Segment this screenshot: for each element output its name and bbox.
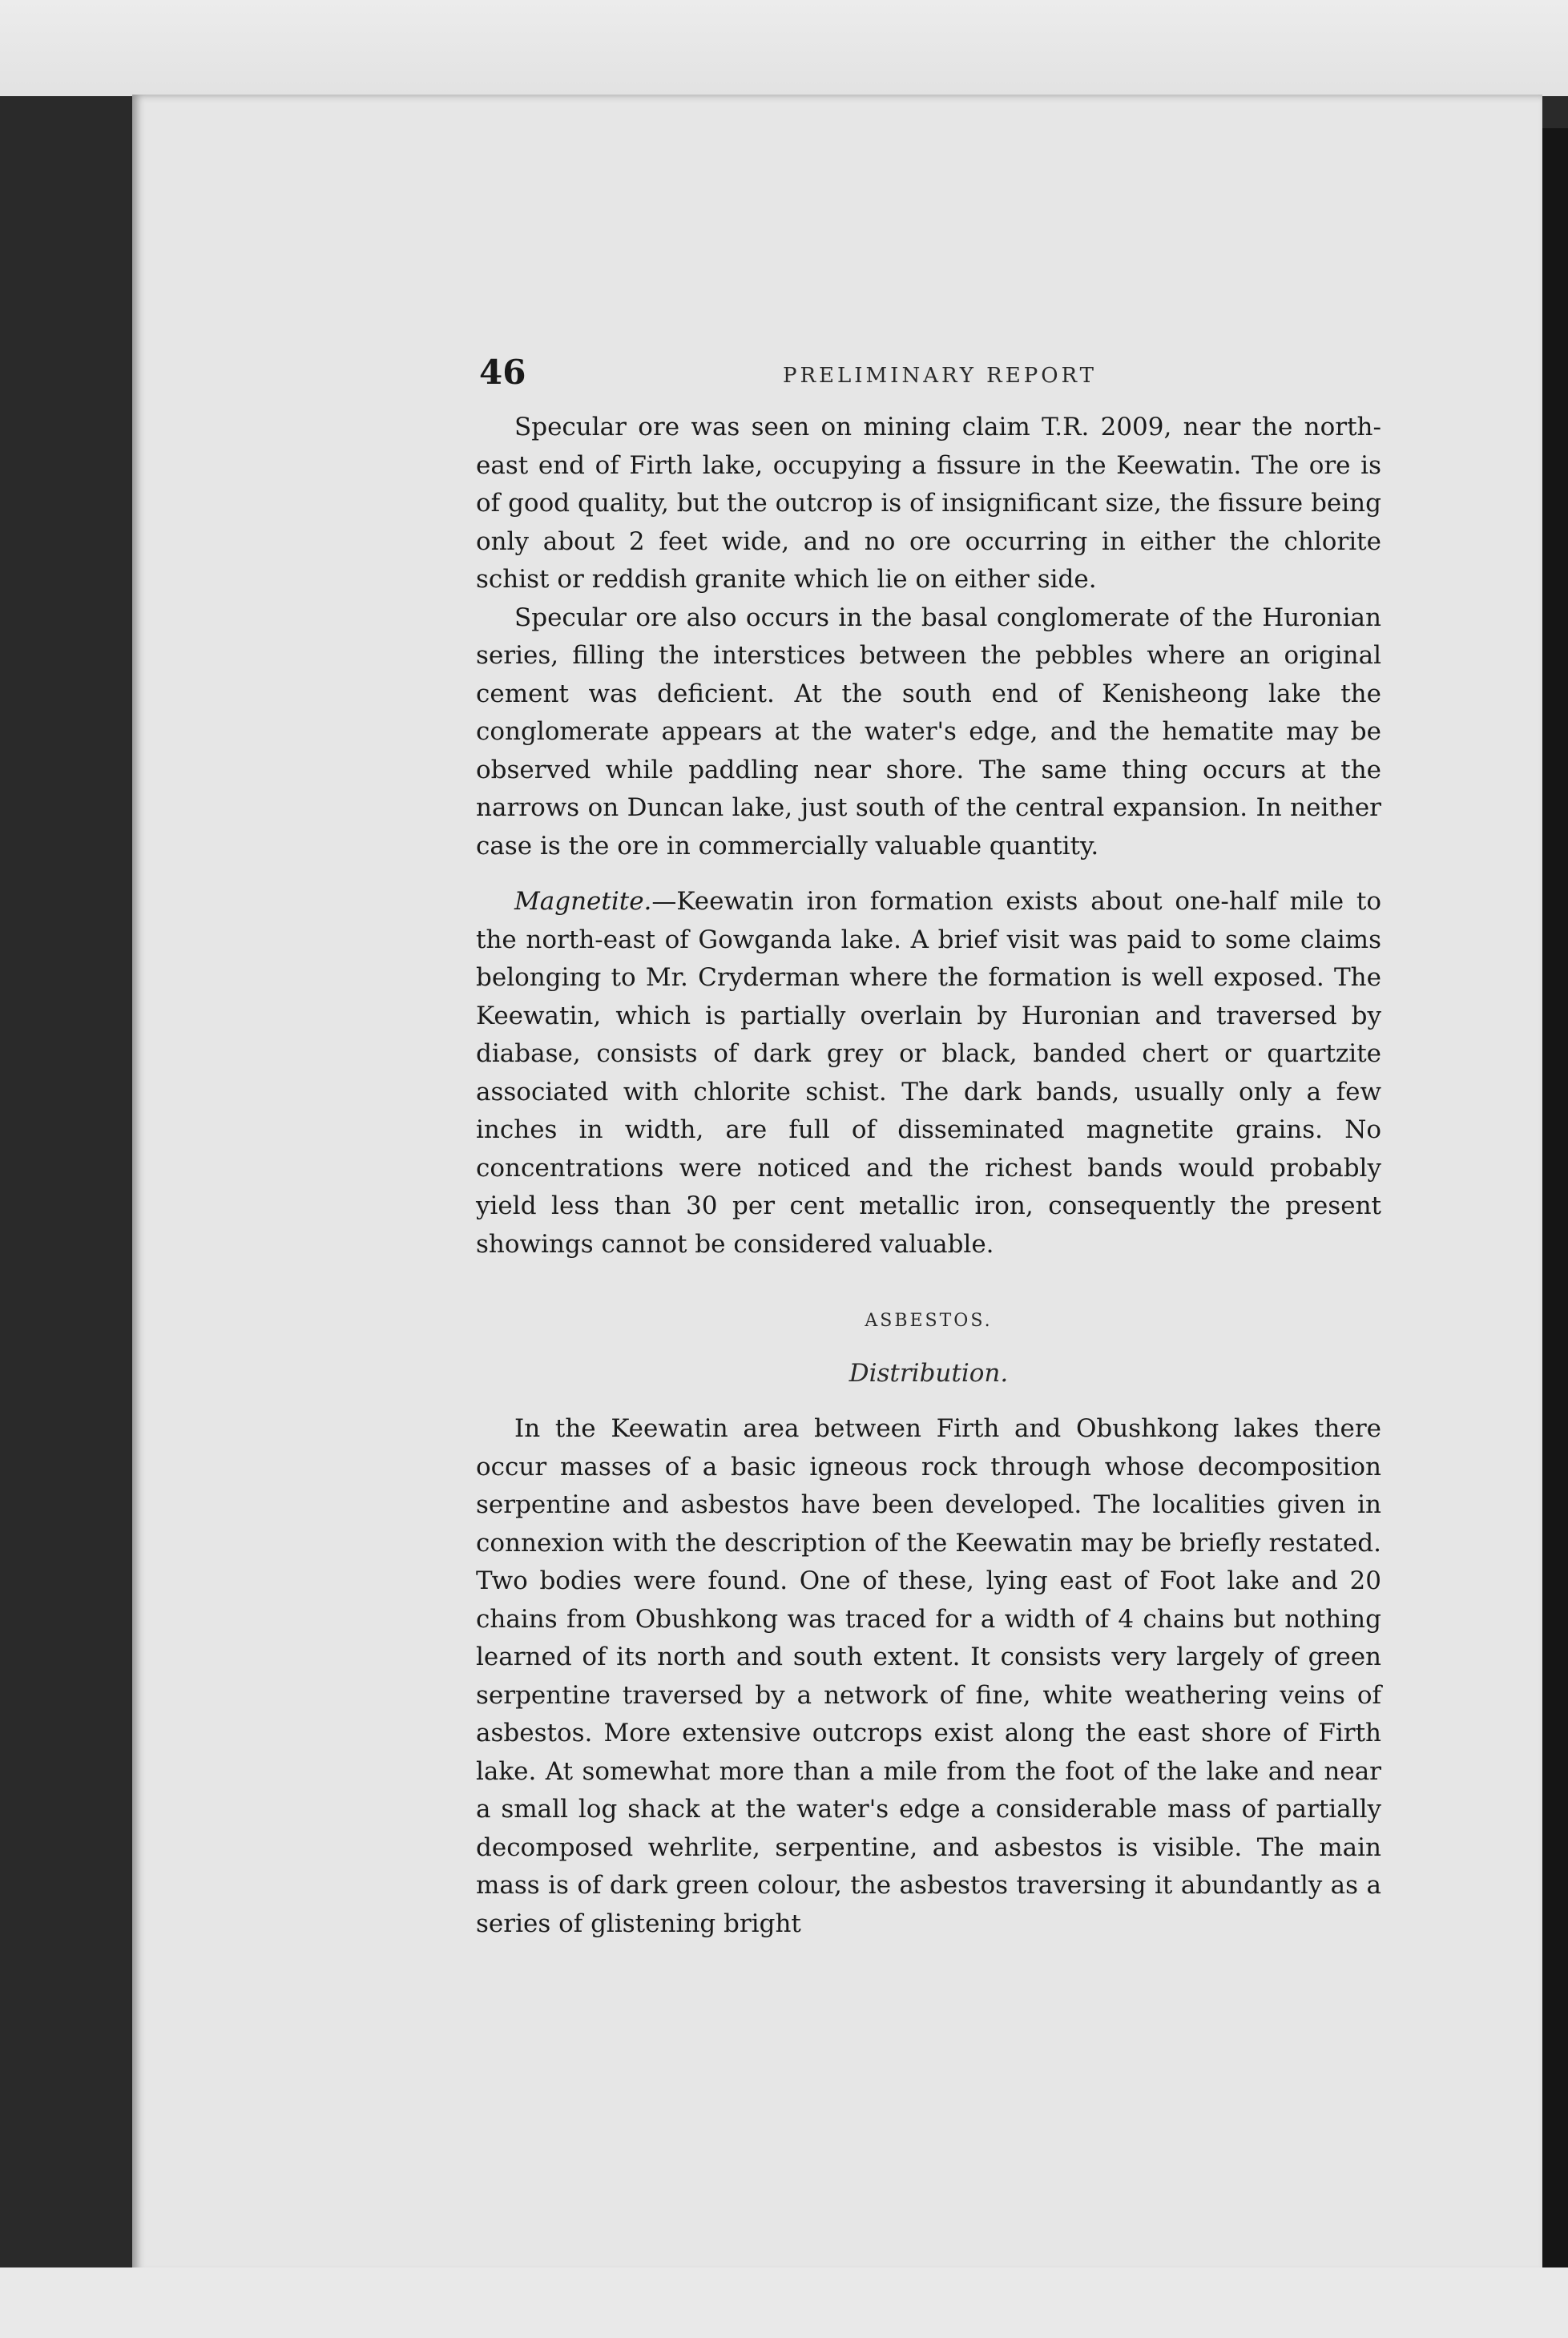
page-edge-shadow [1542,128,1568,2276]
running-head: PRELIMINARY REPORT [782,364,1098,388]
magnetite-lead: Magnetite. [514,887,652,916]
scan-background-bottom [0,2267,1568,2338]
section-subheading-distribution: Distribution. [848,1358,1009,1388]
paragraph-specular-ore-firth: Specular ore was seen on mining claim T.R. 2009, near the north-east end of Firth lake, occupying a fissure in the Keewatin. The ore is of good quality, but the outcrop is of insignificant size, the fissure being only about 2 feet wide, and no ore occurring in either the chlorite schist or reddish granite which lie on either side. [476,413,1381,594]
page-number: 46 [479,353,526,392]
paragraph-asbestos-distribution: In the Keewatin area between Firth and Obushkong lakes there occur masses of a basic igneous rock through whose decomposition serpentine and asbestos have been developed. The localities given in connexion with the description of the Keewatin may be briefly restated. Two bodies were found. One of these, lying east of Foot lake and 20 chains from Obushkong was traced for a width of 4 chains but nothing learned of its north and south extent. It consists very largely of green serpentine traversed by a network of fine, white weathering veins of asbestos. More extensive outcrops exist along the east shore of Firth lake. At somewhat more than a mile from the foot of the lake and near a small log shack at the water's edge a considerable mass of partially decomposed wehrlite, serpentine, and asbestos is visible. The main mass is of dark green colour, the asbestos traversing it abundantly as a series of glistening bright [476,1414,1381,1938]
scan-background-top [0,0,1568,96]
body-text [476,409,1381,1943]
page-header [479,353,1401,401]
paragraph-magnetite [476,883,1381,1264]
magnetite-body: —Keewatin iron formation exists about one-half mile to the north-east of Gowganda lake. A brief visit was paid to some claims belonging to Mr. Cryderman where the formation is well exposed. The Keewatin, which is partially overlain by Huronian and traversed by diabase, consists of dark grey or black, banded chert or quartzite associated with chlorite schist. The dark bands, usually only a few inches in width, are full of disseminated magnetite grains. No concentrations were noticed and the richest bands would probably yield less than 30 per cent metallic iron, consequently the present showings cannot be considered valuable. [476,887,1381,1259]
section-heading-asbestos: ASBESTOS. [865,1311,993,1331]
paragraph-specular-ore-huronian: Specular ore also occurs in the basal conglomerate of the Huronian series, filling the interstices between the pebbles where an original cement was deficient. At the south end of Kenisheong lake the conglomerate appears at the water's edge, and the hematite may be observed while paddling near shore. The same thing occurs at the narrows on Duncan lake, just south of the central expansion. In neither case is the ore in commercially valuable quantity. [476,603,1381,861]
